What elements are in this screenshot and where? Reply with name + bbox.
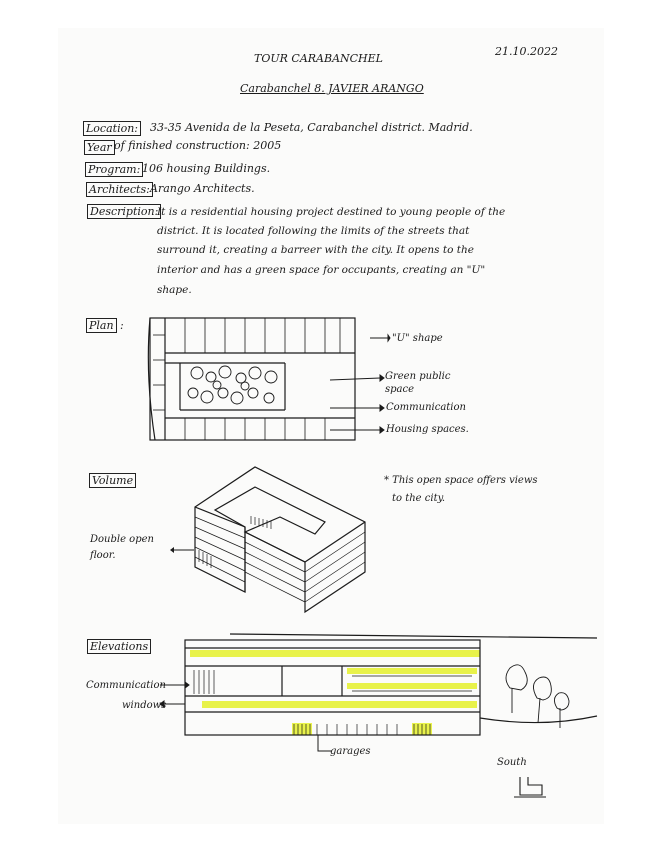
location-value: 33-35 Avenida de la Peseta, Carabanchel district. Madrid. [150, 121, 473, 134]
elevations-label: Elevations [87, 639, 151, 654]
year-value: of finished construction: 2005 [114, 139, 282, 152]
description-line: It is a residential housing project destined to young people of the [157, 206, 506, 218]
volume-side-note: floor. [90, 550, 116, 561]
north-south-symbol [510, 775, 550, 799]
plan-annotation-u-shape: "U" shape [392, 333, 443, 344]
subtitle: Carabanchel 8. JAVIER ARANGO [240, 82, 424, 95]
elevation-drawing [182, 628, 602, 743]
elevation-highlights [190, 650, 480, 735]
trees [506, 665, 569, 728]
elevation-annotation-windows: windows [122, 700, 167, 711]
volume-note: * This open space offers views [384, 475, 538, 486]
location-label: Location: [83, 121, 141, 136]
volume-arrow [170, 545, 195, 555]
volume-label: Volume [89, 473, 136, 488]
plan-annotation-housing: Housing spaces. [386, 424, 469, 435]
architects-value: Arango Architects. [150, 182, 255, 195]
date: 21.10.2022 [495, 45, 558, 58]
elevation-annotation-communication: Communication [86, 680, 166, 691]
year-label: Year [84, 140, 115, 155]
green-space-scribble [188, 366, 277, 404]
volume-axonometric [185, 462, 375, 622]
program-value: 106 housing Buildings. [142, 162, 271, 175]
elevation-annotation-garages: garages [330, 746, 371, 757]
description-line: surround it, creating a barreer with the city. It opens to the [157, 244, 474, 256]
page-title: TOUR CARABANCHEL [254, 52, 383, 65]
plan-annotation-green-space: Green public space [385, 371, 451, 395]
plan-label: Plan [86, 318, 117, 333]
plan-annotation-communication: Communication [386, 402, 466, 413]
description-line: interior and has a green space for occupants, creating an "U" [157, 264, 486, 276]
elevation-annotation-south: South [497, 757, 527, 768]
architects-label: Architects: [86, 182, 153, 197]
description-line: shape. [157, 284, 192, 296]
program-label: Program: [85, 162, 143, 177]
plan-leader-lines [330, 330, 390, 440]
description-label: Description: [87, 204, 161, 219]
volume-side-note: Double open [90, 534, 154, 545]
description-line: district. It is located following the limits of the streets that [157, 225, 470, 237]
volume-note: to the city. [392, 493, 446, 504]
